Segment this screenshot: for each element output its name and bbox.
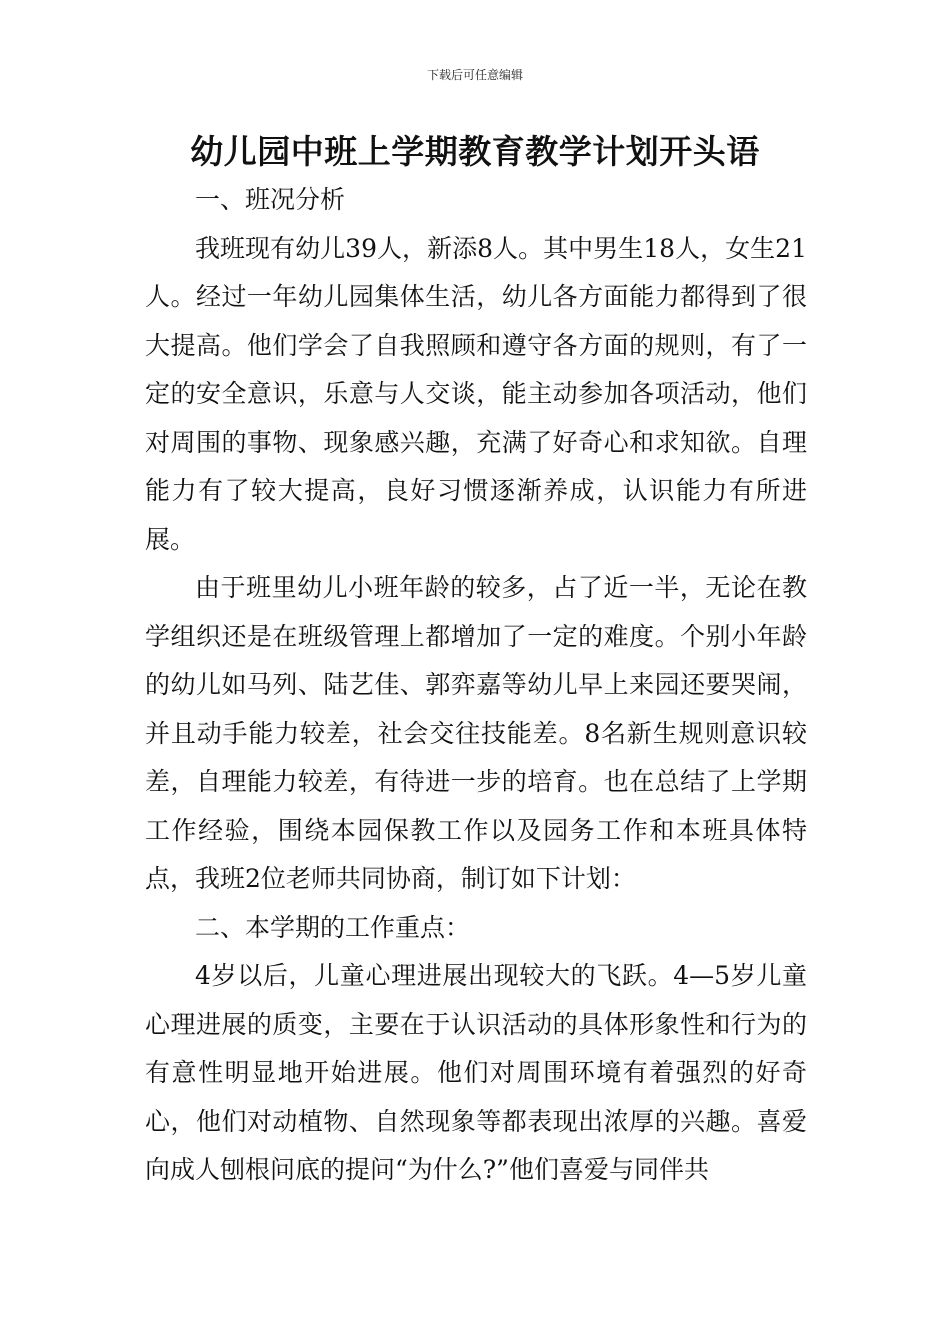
paragraph-child-development: 4岁以后，儿童心理进展出现较大的飞跃。4—5岁儿童心理进展的质变，主要在于认识活动的具体形象性和行为的有意性明显地开始进展。他们对周围环境有着强烈的好奇心，他们对动植物、自然现象等都表现出浓厚的兴趣。喜爱向成人刨根问底的提问“为什么?”他们喜爱与同伴共 <box>145 961 807 1184</box>
header-note: 下载后可任意编辑 <box>426 68 523 82</box>
section-heading-work-focus: 二、本学期的工作重点： <box>195 912 471 942</box>
section-heading-class-analysis: 一、班况分析 <box>195 185 346 214</box>
paragraph-class-overview: 我班现有幼儿39人，新添8人。其中男生18人，女生21人。经过一年幼儿园集体生活，幼儿各方面能力都得到了很大提高。他们学会了自我照顾和遵守各方面的规则，有了一定的安全意识，乐意与人交谈，能主动参加各项活动，他们对周围的事物、现象感兴趣，充满了好奇心和求知欲。自理能力有了较大提高，良好习惯逐渐养成，认识能力有所进展。 <box>145 233 807 554</box>
document-title: 幼儿园中班上学期教育教学计划开头语 <box>190 132 760 171</box>
document-body <box>145 176 807 1195</box>
paragraph-class-difficulties: 由于班里幼儿小班年龄的较多，占了近一半，无论在教学组织还是在班级管理上都增加了一定的难度。个别小年龄的幼儿如马列、陆艺佳、郭弈嘉等幼儿早上来园还要哭闹，并且动手能力较差，社会交往技能差。8名新生规则意识较差，自理能力较差，有待进一步的培育。也在总结了上学期工作经验，围绕本园保教工作以及园务工作和本班具体特点，我班2位老师共同协商，制订如下计划： <box>145 573 807 893</box>
